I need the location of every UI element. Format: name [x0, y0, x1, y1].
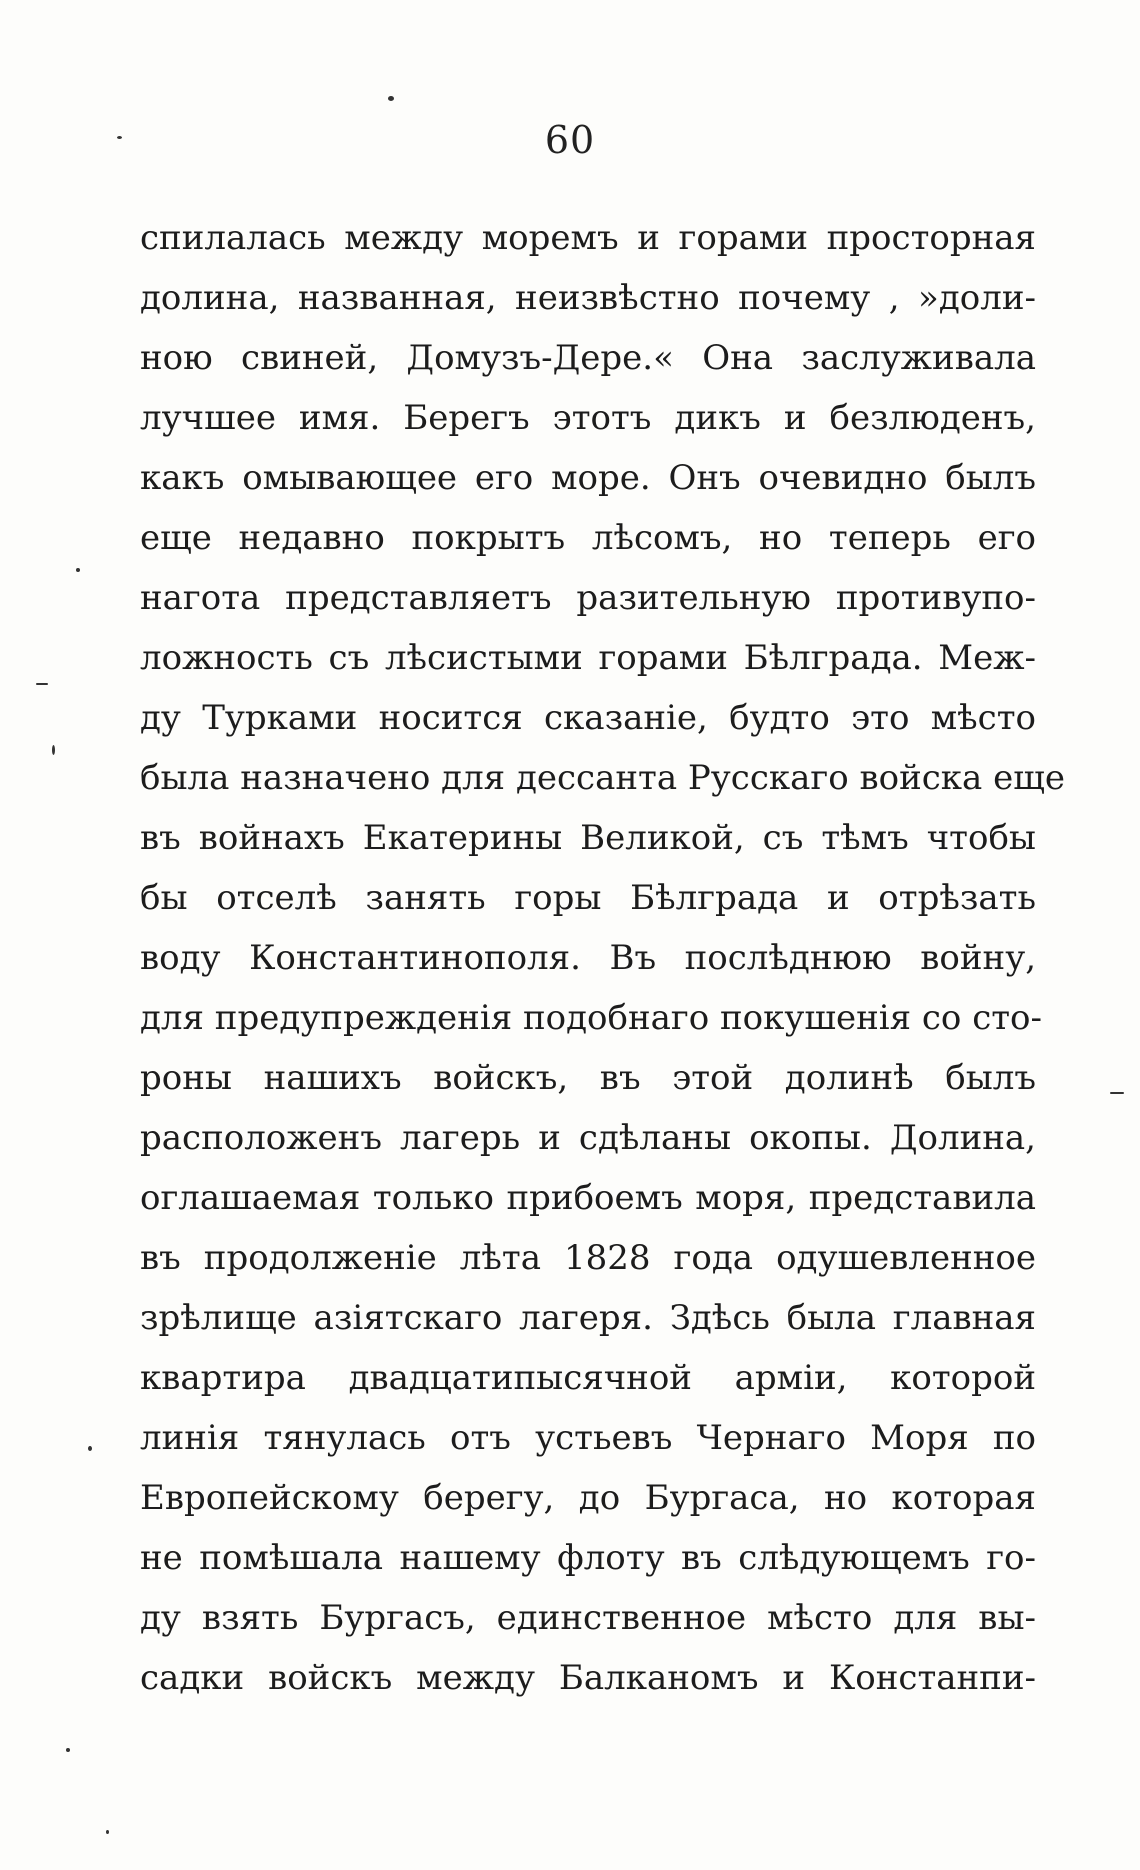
text-line: какъ омывающее его море. Онъ очевидно былъ — [140, 458, 1036, 498]
body-text — [140, 208, 1065, 1708]
text-line: ложность съ лѣсистыми горами Бѣлграда. Меж- — [140, 638, 1036, 678]
text-line: садки войскъ между Балканомъ и Констанпи- — [140, 1658, 1036, 1698]
text-line: квартира двадцатипысячной арміи, которой — [140, 1358, 1036, 1398]
page-number: 60 — [544, 118, 596, 162]
text-line: въ войнахъ Екатерины Великой, съ тѣмъ чтобы — [140, 818, 1036, 858]
text-line: линія тянулась отъ устьевъ Чернаго Моря по — [140, 1418, 1036, 1458]
text-line: не помѣшала нашему флоту въ слѣдующемъ го- — [140, 1538, 1036, 1578]
text-line: бы отселѣ занять горы Бѣлграда и отрѣзать — [140, 878, 1036, 918]
text-line: была назначено для дессанта Русскаго войска еще — [140, 758, 1065, 798]
text-line: расположенъ лагерь и сдѣланы окопы. Долина, — [140, 1118, 1036, 1158]
text-line: оглашаемая только прибоемъ моря, представила — [140, 1178, 1036, 1218]
scan-speck — [66, 1748, 70, 1752]
text-line: зрѣлище азіятскаго лагеря. Здѣсь была главная — [140, 1298, 1036, 1338]
text-line: долина, названная, неизвѣстно почему , »доли- — [140, 278, 1036, 318]
text-line: роны нашихъ войскъ, въ этой долинѣ былъ — [140, 1058, 1036, 1098]
text-line: нагота представляетъ разительную противупо- — [140, 578, 1036, 618]
scan-speck — [88, 1446, 92, 1451]
scan-speck — [76, 568, 80, 572]
text-line: въ продолженіе лѣта 1828 года одушевленное — [140, 1238, 1036, 1278]
text-line: еще недавно покрытъ лѣсомъ, но теперь его — [140, 518, 1036, 558]
text-line: лучшее имя. Берегъ этотъ дикъ и безлюденъ, — [140, 398, 1036, 438]
text-line: ною свиней, Домузъ-Дере.« Она заслуживала — [140, 338, 1036, 378]
text-line: воду Константинополя. Въ послѣднюю войну, — [140, 938, 1036, 978]
text-line: Европейскому берегу, до Бургаса, но которая — [140, 1478, 1036, 1518]
text-line: для предупрежденія подобнаго покушенія со сто- — [140, 998, 1043, 1038]
scan-speck — [52, 745, 55, 755]
scan-speck — [106, 1830, 109, 1834]
text-line: ду взять Бургасъ, единственное мѣсто для вы- — [140, 1598, 1036, 1638]
scan-speck — [117, 136, 122, 139]
scan-speck — [388, 96, 394, 101]
scan-speck — [1110, 1092, 1124, 1094]
text-line: ду Турками носится сказаніе, будто это мѣсто — [140, 698, 1036, 738]
scan-speck — [36, 683, 48, 685]
text-line: спилалась между моремъ и горами просторная — [140, 218, 1036, 258]
